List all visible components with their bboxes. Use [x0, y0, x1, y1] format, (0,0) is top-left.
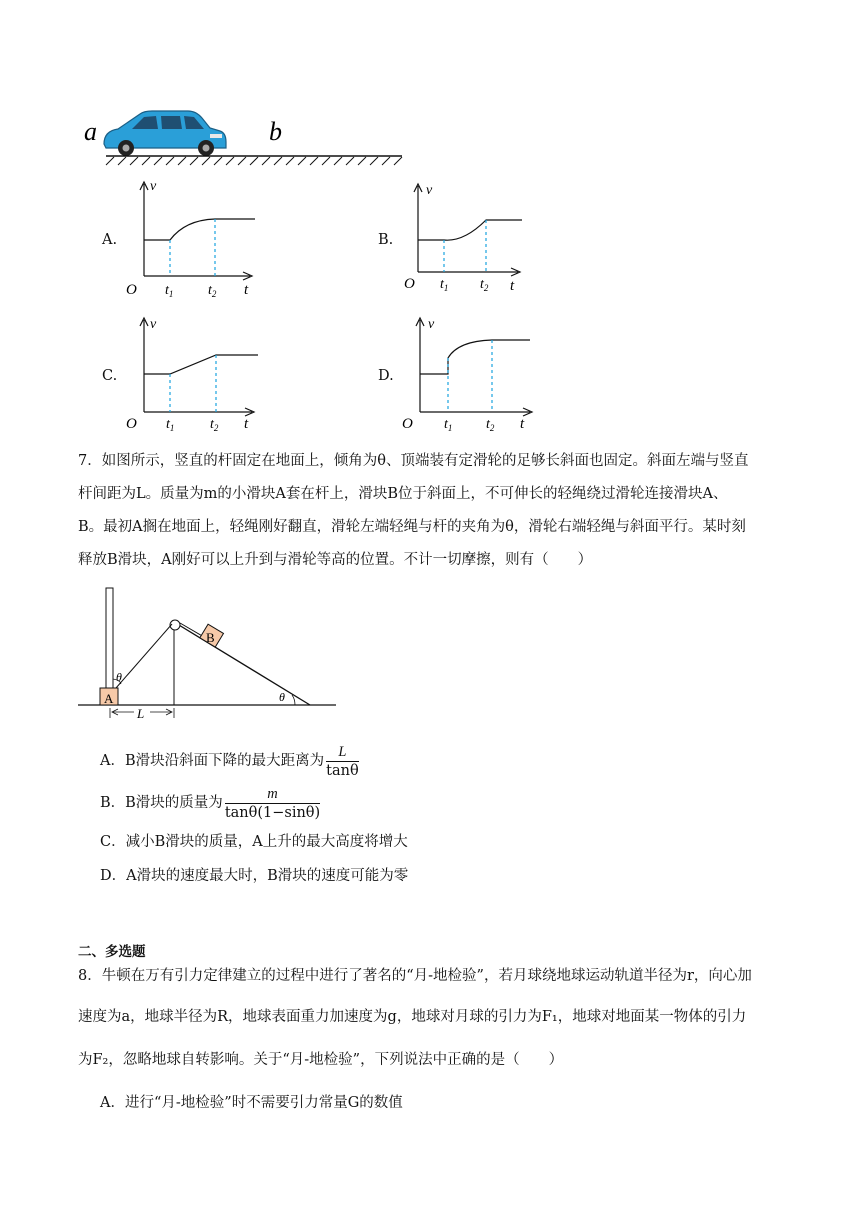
svg-text:t: t [520, 416, 525, 432]
q7-option-c: C．减小B滑块的质量，A上升的最大高度将增大 [100, 834, 408, 850]
label-a: a [84, 117, 97, 146]
svg-text:v: v [428, 317, 435, 332]
svg-text:t: t [510, 278, 515, 294]
svg-text:B: B [206, 630, 215, 645]
svg-text:v: v [150, 317, 157, 332]
svg-text:t1: $t_1$ [166, 417, 175, 433]
q6-option-a-graph [120, 176, 270, 300]
q7-line-2: 杆间距为L。质量为m的小滑块A套在杆上，滑块B位于斜面上，不可伸长的轻绳绕过滑轮连接滑块A、 [78, 486, 728, 502]
q7-figure [76, 584, 340, 724]
svg-text:t: t [244, 416, 249, 432]
svg-text:O: O [126, 416, 137, 432]
svg-text:A: A [104, 691, 114, 706]
q6-option-b-label: B. [378, 232, 394, 248]
svg-text:O: O [404, 276, 415, 292]
svg-text:t1: $t_1$ [165, 283, 174, 299]
car-icon [104, 111, 226, 156]
q8-line-1: 8．牛顿在万有引力定律建立的过程中进行了著名的“月-地检验”，若月球绕地球运动轨道半径为r，向心加 [78, 968, 752, 984]
q6-option-c-label: C. [102, 368, 118, 384]
svg-text:θ: θ [116, 670, 122, 684]
q7-option-d: D．A滑块的速度最大时，B滑块的速度可能为零 [100, 868, 409, 884]
q7-option-a: A．B滑块沿斜面下降的最大距离为 $\frac{L}{\tan\theta}$ [100, 743, 359, 779]
svg-text:t1: $t_1$ [440, 277, 449, 293]
svg-text:O: O [402, 416, 413, 432]
axis-v-label: v [150, 179, 157, 194]
svg-text:t1: $t_1$ [444, 417, 453, 433]
origin-label: O [126, 282, 137, 298]
car-figure [78, 104, 408, 170]
q8-option-a: A．进行“月-地检验”时不需要引力常量G的数值 [100, 1095, 403, 1111]
label-b: b [269, 117, 282, 146]
svg-text:t2: $t_2$ [208, 283, 217, 299]
q6-option-c-graph [120, 310, 270, 434]
q6-option-d-label: D. [378, 368, 394, 384]
q7-line-3: B。最初A搁在地面上，轻绳刚好翻直，滑轮左端轻绳与杆的夹角为θ，滑轮右端轻绳与斜面平行。某时刻 [78, 519, 746, 535]
axis-t-label: t [244, 282, 249, 298]
svg-text:t2: $t_2$ [210, 417, 219, 433]
svg-text:L: L [137, 706, 145, 721]
q6-option-d-graph [396, 310, 546, 434]
q6-option-b-graph [396, 176, 536, 300]
q7-option-b: B．B滑块的质量为 $\frac{m}{\tan\theta(1-\sin\theta)}$ [100, 785, 321, 821]
svg-text:v: v [426, 183, 433, 198]
q6-option-a-label: A. [102, 232, 118, 248]
q8-line-3: 为F₂，忽略地球自转影响。关于“月-地检验”，下列说法中正确的是（ ） [78, 1052, 564, 1068]
svg-text:t2: $t_2$ [480, 277, 489, 293]
q7-line-4: 释放B滑块，A刚好可以上升到与滑轮等高的位置。不计一切摩擦，则有（ ） [78, 552, 593, 568]
q7-line-1: 7．如图所示，竖直的杆固定在地面上，倾角为θ、顶端装有定滑轮的足够长斜面也固定。斜面左端与竖直 [78, 453, 749, 469]
svg-text:t2: $t_2$ [486, 417, 495, 433]
q8-line-2: 速度为a，地球半径为R，地球表面重力加速度为g，地球对月球的引力为F₁，地球对地面某一物体的引力 [78, 1009, 747, 1025]
svg-text:θ: θ [279, 690, 285, 704]
section-title: 二、多选题 [78, 944, 146, 960]
